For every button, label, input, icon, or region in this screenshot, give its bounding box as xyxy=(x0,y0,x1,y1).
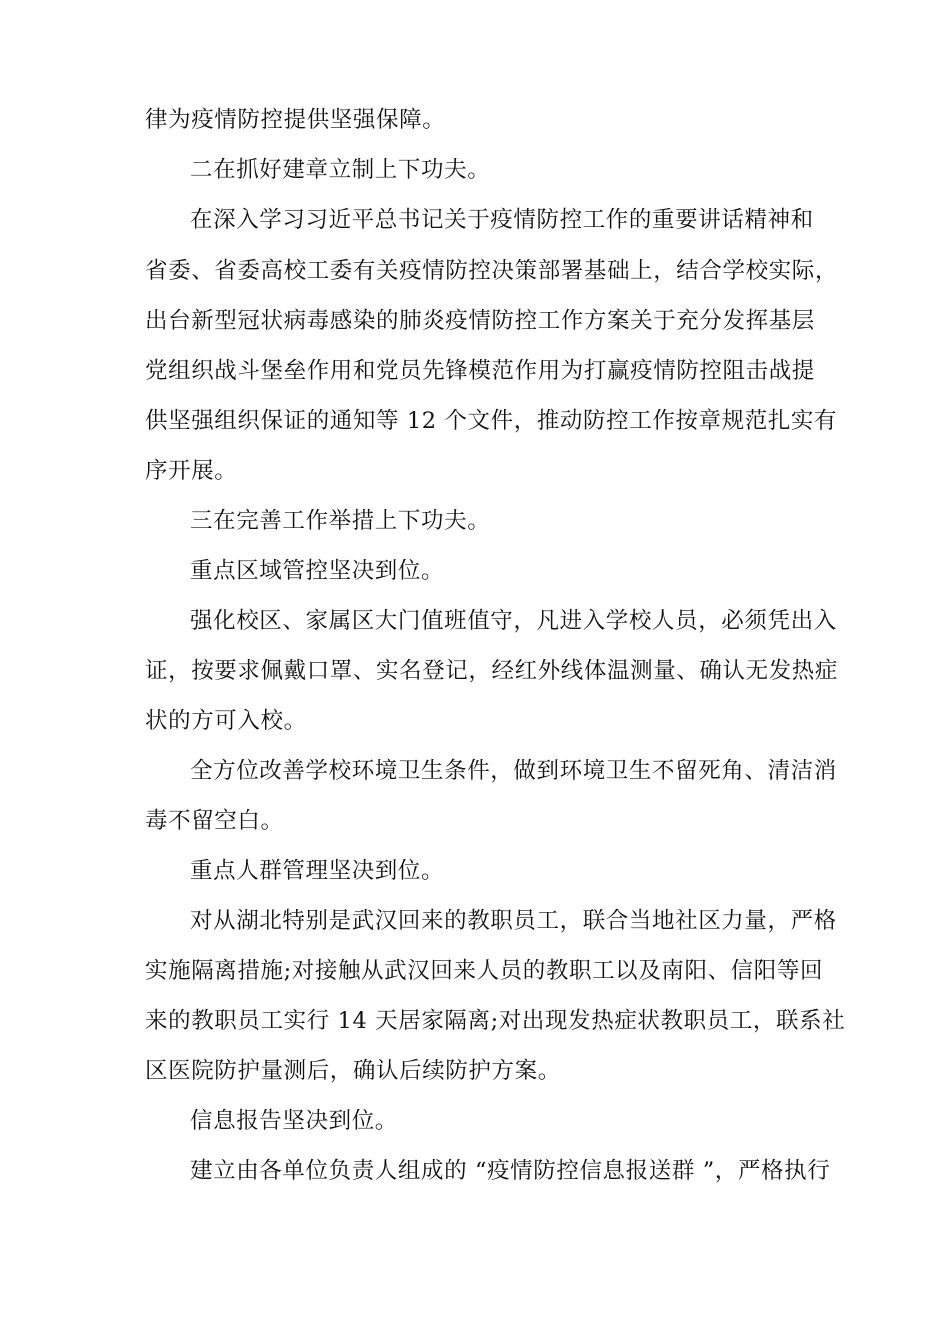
text-line: 状的方可入校。 xyxy=(145,708,307,734)
text-line: 重点区域管控坚决到位。 xyxy=(190,558,445,584)
text-line: 省委、省委高校工委有关疫情防控决策部署基础上，结合学校实际， xyxy=(145,258,839,284)
text-line: 三在完善工作举措上下功夫。 xyxy=(190,508,491,534)
text-line: 来的教职员工实行 14 天居家隔离;对出现发热症状教职员工，联系社 xyxy=(145,1008,846,1034)
text-line: 证，按要求佩戴口罩、实名登记，经红外线体温测量、确认无发热症 xyxy=(145,658,839,684)
text-line: 律为疫情防控提供坚强保障。 xyxy=(145,107,446,133)
text-line: 二在抓好建章立制上下功夫。 xyxy=(190,157,491,183)
text-line: 党组织战斗堡垒作用和党员先锋模范作用为打赢疫情防控阻击战提 xyxy=(145,358,815,384)
text-line: 建立由各单位负责人组成的 “疫情防控信息报送群 ”，严格执行 xyxy=(190,1158,831,1184)
text-line: 全方位改善学校环境卫生条件，做到环境卫生不留死角、清洁消 xyxy=(190,758,837,784)
text-line: 出台新型冠状病毒感染的肺炎疫情防控工作方案关于充分发挥基层 xyxy=(145,308,815,334)
text-line: 重点人群管理坚决到位。 xyxy=(190,858,445,884)
text-line: 在深入学习习近平总书记关于疫情防控工作的重要讲话精神和 xyxy=(190,207,814,233)
text-line: 对从湖北特别是武汉回来的教职员工，联合当地社区力量，严格 xyxy=(190,908,837,934)
text-line: 毒不留空白。 xyxy=(145,808,284,834)
text-line: 信息报告坚决到位。 xyxy=(190,1108,398,1134)
text-line: 供坚强组织保证的通知等 12 个文件，推动防控工作按章规范扎实有 xyxy=(145,408,838,434)
text-line: 实施隔离措施;对接触从武汉回来人员的教职工以及南阳、信阳等回 xyxy=(145,958,824,984)
text-line: 区医院防护量测后，确认后续防护方案。 xyxy=(145,1058,561,1084)
text-line: 序开展。 xyxy=(145,458,238,484)
text-line: 强化校区、家属区大门值班值守，凡进入学校人员，必须凭出入 xyxy=(190,608,837,634)
